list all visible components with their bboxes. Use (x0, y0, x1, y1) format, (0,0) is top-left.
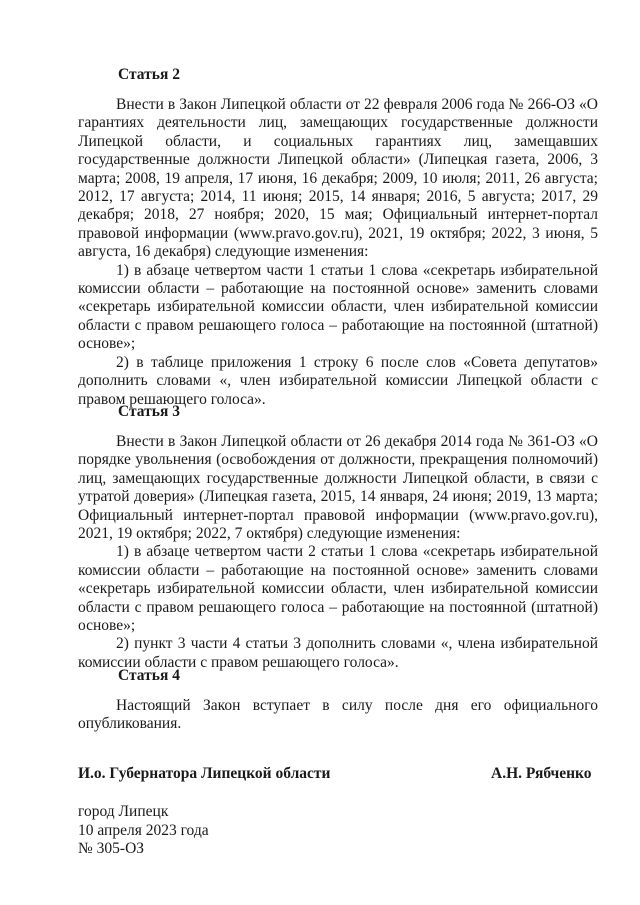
article-2-item-2: 2) в таблице приложения 1 строку 6 после слов «Совета депутатов» дополнить словами «, член избирательной комиссии Липецкой области с правом решающего голоса». (78, 353, 598, 408)
footer-date: 10 апреля 2023 года (78, 821, 209, 839)
article-3-heading: Статья 3 (118, 403, 180, 420)
article-2-heading: Статья 2 (118, 66, 180, 83)
article-4-heading: Статья 4 (118, 667, 180, 684)
signatory-name: А.Н. Рябченко (491, 765, 592, 782)
article-3-item-1: 1) в абзаце четвертом части 2 статьи 1 слова «секретарь избирательной комиссии области – работающие на постоянной основе» заменить словами «секретарь избирательной комиссии области, член избирательной комиссии области с правом решающего голоса – работающие на постоянной (штатной) основе»; (78, 543, 598, 635)
article-2-item-1: 1) в абзаце четвертом части 1 статьи 1 слова «секретарь избирательной комиссии области – работающие на постоянной основе» заменить словами «секретарь избирательной комиссии области, член избирательной комиссии области с правом решающего голоса – работающие на постоянной (штатной) основе»; (78, 261, 598, 353)
article-3-item-2: 2) пункт 3 части 4 статьи 3 дополнить словами «, члена избирательной комиссии области с правом решающего голоса». (78, 635, 598, 671)
signatory-title: И.о. Губернатора Липецкой области (78, 765, 331, 782)
article-4-body (78, 697, 598, 734)
article-4-text: Настоящий Закон вступает в силу после дня его официального опубликования. (78, 697, 598, 733)
footer-city: город Липецк (78, 803, 169, 820)
document-footer (78, 803, 209, 859)
article-2-body (78, 96, 598, 409)
footer-number: № 305-ОЗ (78, 840, 145, 857)
article-3-body (78, 433, 598, 672)
article-3-intro: Внести в Закон Липецкой области от 26 декабря 2014 года № 361-ОЗ «О порядке увольнения (освобождения от должности, прекращения полномочий) лиц, замещающих государственные должности Липецкой области, в связи с утратой доверия» (Липецкая газета, 2015, 14 января, 24 июня; 2019, 13 марта; Официальный интернет-портал правовой информации (www.pravo.gov.ru), 2021, 19 октября; 2022, 7 октября) следующие изменения: (78, 433, 598, 543)
article-2-intro: Внести в Закон Липецкой области от 22 февраля 2006 года № 266-ОЗ «О гарантиях деятельности лиц, замещающих государственные должности Липецкой области, и социальных гарантиях лиц, замещавших государственные должности Липецкой области» (Липецкая газета, 2006, 3 марта; 2008, 19 апреля, 17 июня, 16 декабря; 2009, 10 июля; 2011, 26 августа; 2012, 17 августа; 2014, 11 июня; 2015, 14 января; 2016, 5 августа; 2017, 29 декабря; 2018, 27 ноября; 2020, 15 мая; Официальный интернет-портал правовой информации (www.pravo.gov.ru), 2021, 19 октября; 2022, 3 июня, 5 августа, 16 декабря) следующие изменения: (78, 96, 598, 261)
